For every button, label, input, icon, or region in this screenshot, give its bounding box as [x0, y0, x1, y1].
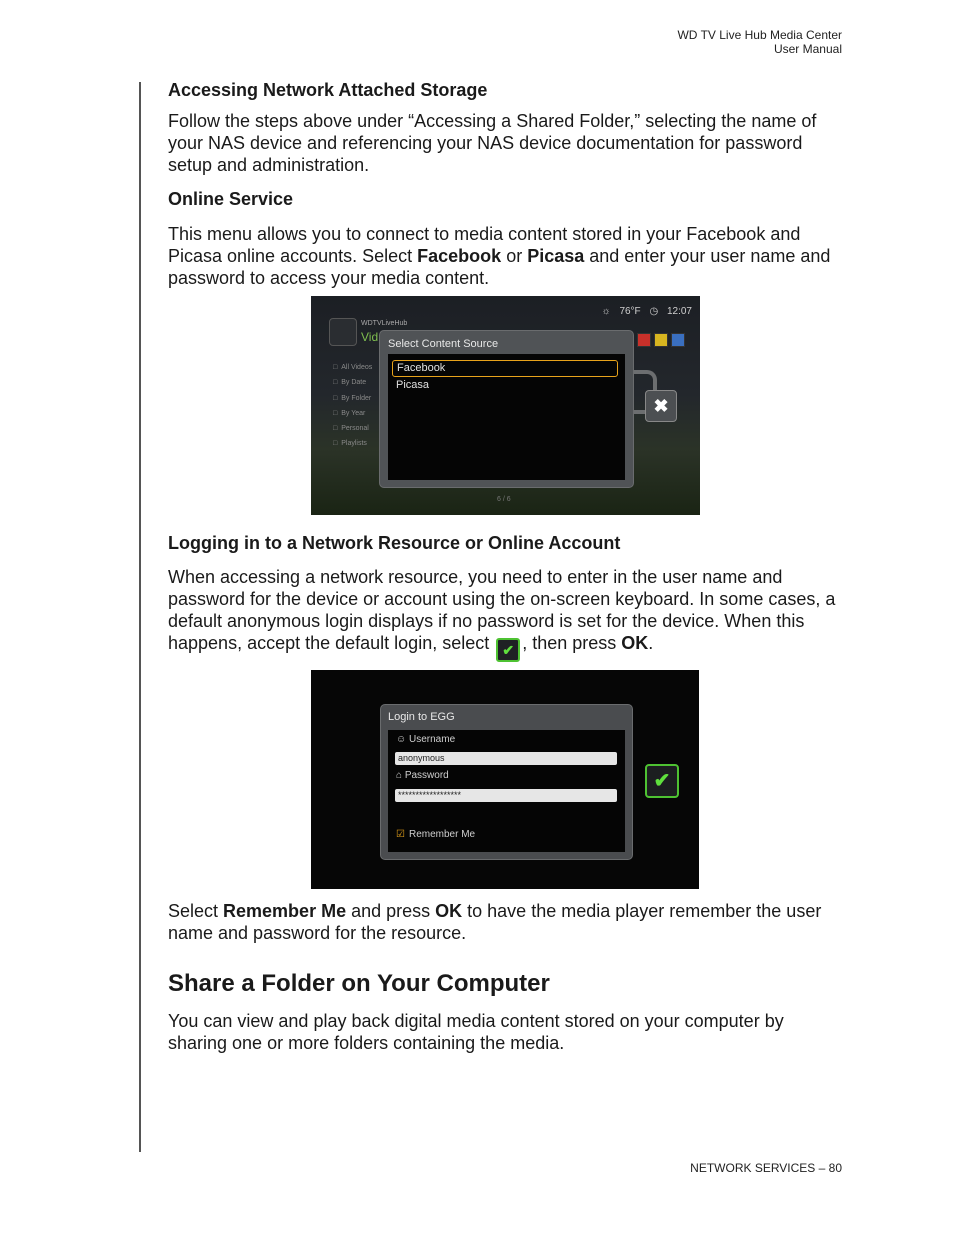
login-text-2: , then press: [522, 633, 622, 653]
login-ok-bold: OK: [621, 633, 649, 653]
login-title: Login to EGG: [388, 711, 455, 723]
temperature: 76°F: [619, 306, 641, 317]
margin-rule: [139, 82, 141, 1152]
close-x-icon[interactable]: ✖: [645, 390, 677, 422]
checkbox-icon: ☑: [396, 829, 405, 840]
remember-me-bold: Remember Me: [223, 901, 347, 921]
confirm-check-button[interactable]: ✔: [645, 764, 679, 798]
online-text-2: or: [501, 246, 528, 266]
lock-icon: ⌂: [396, 770, 403, 781]
side-item[interactable]: □ Playlists: [333, 436, 372, 451]
footer-separator: –: [815, 1161, 829, 1175]
remember-text-1: Select: [168, 901, 224, 921]
login-form: [388, 730, 625, 852]
red-button-icon: [637, 333, 651, 347]
remember-me-checkbox[interactable]: [396, 829, 475, 840]
online-text-1: This menu allows you to connect to media content stored in your Facebook and Picasa online accounts. Select: [168, 224, 801, 266]
login-body: [168, 566, 844, 662]
online-body: [168, 223, 844, 289]
remember-ok-bold: OK: [435, 901, 463, 921]
running-header: [677, 28, 842, 56]
page-footer: [690, 1161, 842, 1175]
online-heading: Online Service: [168, 189, 294, 209]
user-icon: ☺: [396, 734, 407, 745]
clock-icon: ◷: [649, 306, 659, 317]
side-item[interactable]: □ By Folder: [333, 391, 372, 406]
nas-heading: Accessing Network Attached Storage: [168, 80, 488, 100]
app-small-label: WDTVLiveHub: [361, 320, 408, 327]
page-number: 80: [828, 1161, 842, 1175]
online-picasa-bold: Picasa: [527, 246, 585, 266]
password-label-text: Password: [404, 770, 449, 781]
blue-button-icon: [671, 333, 685, 347]
nas-section: [168, 80, 844, 101]
remember-me-label: Remember Me: [408, 829, 476, 840]
content-source-screenshot: [311, 296, 700, 515]
online-text-3: and enter your user name and password to access your media content.: [168, 246, 831, 288]
username-field[interactable]: anonymous: [395, 752, 617, 765]
login-section: [168, 533, 844, 554]
header-title: WD TV Live Hub Media Center: [677, 28, 842, 42]
option-picasa[interactable]: Picasa: [396, 379, 430, 391]
login-panel: [380, 704, 633, 860]
side-item[interactable]: □ All Videos: [333, 360, 372, 375]
username-label-text: Username: [409, 734, 456, 745]
remember-body: [168, 900, 844, 944]
login-body-block: [168, 566, 844, 662]
video-app-icon: [329, 318, 357, 346]
remember-text-2: and press: [346, 901, 436, 921]
source-list: [388, 354, 625, 480]
online-section: [168, 189, 844, 210]
share-body-block: [168, 1010, 844, 1054]
login-text-1: When accessing a network resource, you need to enter in the user name and password for the device or account using the on-screen keyboard. In some cases, a default anonymous login displays if no password is set for the device. When this happens, accept the default login, select: [168, 567, 836, 653]
remember-body-block: [168, 900, 844, 944]
online-body-block: [168, 223, 844, 289]
weather-icon: ☼: [601, 306, 611, 317]
login-heading: Logging in to a Network Resource or Online Account: [168, 533, 621, 553]
share-heading: Share a Folder on Your Computer: [168, 970, 550, 997]
login-screenshot: [311, 670, 699, 889]
color-buttons: [637, 333, 688, 352]
select-source-dialog: [379, 330, 634, 488]
nas-body: Follow the steps above under “Accessing a Shared Folder,” selecting the name of your NAS device and referencing your NAS device documentation for password setup and administration.: [168, 111, 817, 175]
status-bar: [595, 306, 692, 317]
pager: 6 / 6: [497, 496, 511, 503]
check-ok-icon: ✔: [496, 638, 520, 662]
clock-time: 12:07: [666, 306, 692, 317]
password-field[interactable]: ******************: [395, 789, 617, 802]
share-body: You can view and play back digital media content stored on your computer by sharing one or more folders containing the media.: [168, 1011, 784, 1053]
dialog-title: Select Content Source: [388, 338, 499, 350]
username-label: [396, 734, 455, 745]
remember-text-3: to have the media player remember the user name and password for the resource.: [168, 901, 822, 943]
share-section: [168, 970, 844, 998]
password-label: [396, 770, 449, 781]
option-facebook[interactable]: Facebook: [392, 360, 618, 377]
side-item[interactable]: □ Personal: [333, 421, 372, 436]
nas-body-block: [168, 110, 844, 176]
footer-section: NETWORK SERVICES: [690, 1161, 816, 1175]
side-menu: [333, 360, 372, 452]
online-facebook-bold: Facebook: [417, 246, 502, 266]
header-subtitle: User Manual: [773, 42, 842, 56]
side-item[interactable]: □ By Date: [333, 375, 372, 390]
login-text-3: .: [648, 633, 654, 653]
yellow-button-icon: [654, 333, 668, 347]
side-item[interactable]: □ By Year: [333, 406, 372, 421]
app-name: Vid: [361, 330, 379, 344]
